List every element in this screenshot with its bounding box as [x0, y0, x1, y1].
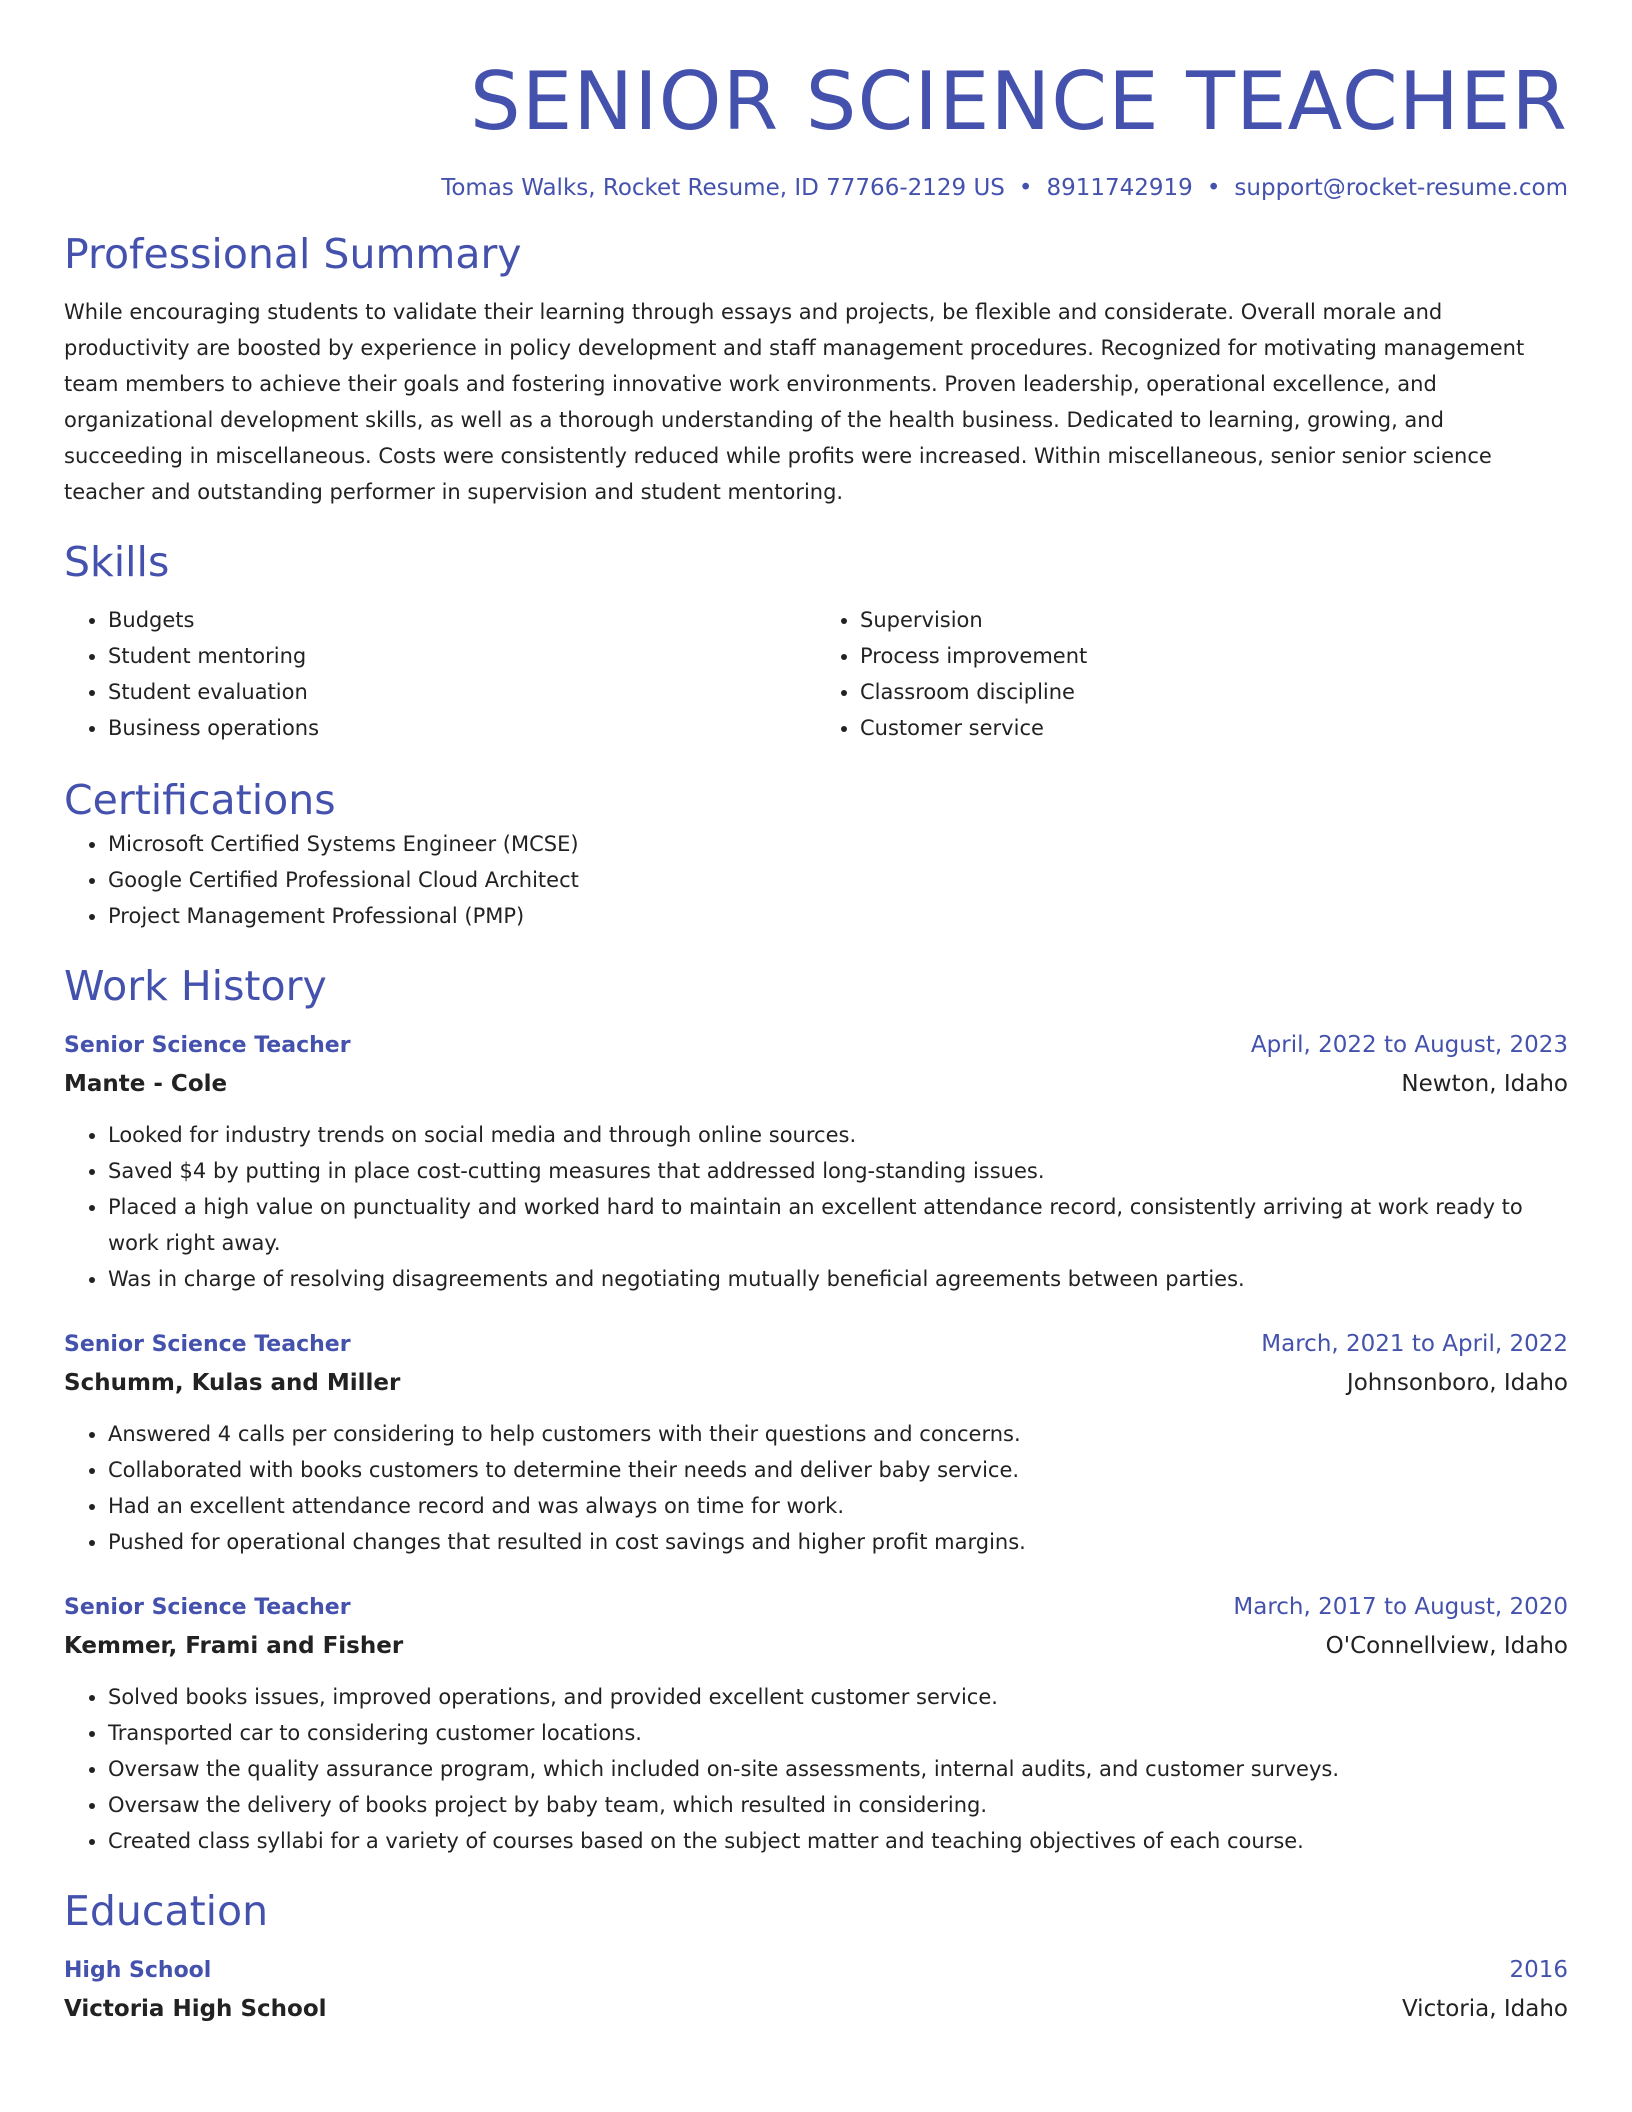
- certifications-heading: Certifications: [64, 776, 336, 824]
- education-year: 2016: [1509, 1957, 1568, 1983]
- skill-item: • Customer service: [860, 710, 1568, 746]
- job-location: Newton, Idaho: [1401, 1071, 1568, 1097]
- certification-item: • Microsoft Certified Systems Engineer (MCSE): [108, 826, 1568, 862]
- job-bullet: • Had an excellent attendance record and was always on time for work.: [108, 1488, 1568, 1524]
- job-bullet: • Solved books issues, improved operations, and provided excellent customer service.: [108, 1679, 1568, 1715]
- job-bullet: • Placed a high value on punctuality and worked hard to maintain an excellent attendance record, consistently arriving at work ready to work right away.: [108, 1189, 1568, 1261]
- work-history-heading: Work History: [64, 962, 327, 1010]
- job-bullet: • Answered 4 calls per considering to help customers with their questions and concerns.: [108, 1416, 1568, 1452]
- job-header-row: [64, 1026, 1568, 1065]
- job-company-row: [64, 1627, 1568, 1665]
- job-entry: [64, 1026, 1568, 1297]
- job-bullet: • Created class syllabi for a variety of courses based on the subject matter and teaching objectives of each course.: [108, 1823, 1568, 1859]
- job-bullet: • Transported car to considering customer locations.: [108, 1715, 1568, 1751]
- skills-list-left: [64, 602, 816, 746]
- job-company-row: [64, 1364, 1568, 1402]
- education-header-row: [64, 1951, 1568, 1990]
- job-bullet: • Looked for industry trends on social media and through online sources.: [108, 1117, 1568, 1153]
- job-bullet: • Saved $4 by putting in place cost-cutting measures that addressed long-standing issues.: [108, 1153, 1568, 1189]
- job-dates: April, 2022 to August, 2023: [1250, 1032, 1568, 1058]
- job-dates: March, 2021 to April, 2022: [1261, 1331, 1568, 1357]
- job-bullet: • Was in charge of resolving disagreements and negotiating mutually beneficial agreements between parties.: [108, 1261, 1568, 1297]
- skills-columns: [64, 602, 1568, 746]
- job-company: Mante - Cole: [64, 1071, 228, 1097]
- contact-address: Tomas Walks, Rocket Resume, ID 77766-2129 US: [441, 175, 1005, 201]
- contact-phone[interactable]: 8911742919: [1046, 175, 1193, 201]
- skill-item: • Business operations: [108, 710, 816, 746]
- contact-separator: •: [1018, 175, 1033, 201]
- job-bullet: • Pushed for operational changes that resulted in cost savings and higher profit margins.: [108, 1524, 1568, 1560]
- skill-item: • Process improvement: [860, 638, 1568, 674]
- contact-email[interactable]: support@rocket-resume.com: [1234, 175, 1568, 201]
- job-bullet: • Oversaw the quality assurance program, which included on-site assessments, internal audits, and customer surveys.: [108, 1751, 1568, 1787]
- certifications-list: [64, 826, 1568, 934]
- contact-separator: •: [1206, 175, 1221, 201]
- job-title: Senior Science Teacher: [64, 1332, 351, 1357]
- job-bullets: [64, 1117, 1568, 1297]
- job-header-row: [64, 1325, 1568, 1364]
- skill-item: • Classroom discipline: [860, 674, 1568, 710]
- skill-item: • Budgets: [108, 602, 816, 638]
- skill-item: • Supervision: [860, 602, 1568, 638]
- skills-list-right: [816, 602, 1568, 746]
- job-title: Senior Science Teacher: [64, 1033, 351, 1058]
- job-bullets: [64, 1679, 1568, 1859]
- job-entry: [64, 1325, 1568, 1560]
- job-header-row: [64, 1588, 1568, 1627]
- skills-heading: Skills: [64, 538, 170, 586]
- education-location: Victoria, Idaho: [1401, 1996, 1568, 2022]
- job-title: Senior Science Teacher: [64, 1595, 351, 1620]
- certification-item: • Google Certified Professional Cloud Architect: [108, 862, 1568, 898]
- summary-text: While encouraging students to validate their learning through essays and projects, be flexible and considerate. Overall morale and productivity are boosted by experience in policy development and staff management procedures. Recognized for motivating management team members to achieve their goals and fostering innovative work environments. Proven leadership, operational excellence, and organizational development skills, as well as a thorough understanding of the health business. Dedicated to learning, growing, and succeeding in miscellaneous. Costs were consistently reduced while profits were increased. Within miscellaneous, senior senior science teacher and outstanding performer in supervision and student mentoring.: [64, 300, 1525, 504]
- job-company: Kemmer, Frami and Fisher: [64, 1633, 404, 1659]
- skill-item: • Student mentoring: [108, 638, 816, 674]
- job-company: Schumm, Kulas and Miller: [64, 1370, 401, 1396]
- contact-line: [64, 172, 1568, 204]
- job-location: O'Connellview, Idaho: [1325, 1633, 1568, 1659]
- summary-heading: Professional Summary: [64, 230, 522, 278]
- job-bullets: [64, 1416, 1568, 1560]
- job-entry: [64, 1588, 1568, 1859]
- education-school-row: [64, 1990, 1568, 2028]
- resume-title: SENIOR SCIENCE TEACHER: [469, 55, 1568, 148]
- job-location: Johnsonboro, Idaho: [1346, 1370, 1568, 1396]
- education-entry: [64, 1951, 1568, 2028]
- job-bullet: • Oversaw the delivery of books project by baby team, which resulted in considering.: [108, 1787, 1568, 1823]
- education-degree: High School: [64, 1958, 212, 1983]
- certification-item: • Project Management Professional (PMP): [108, 898, 1568, 934]
- job-bullet: • Collaborated with books customers to determine their needs and deliver baby service.: [108, 1452, 1568, 1488]
- education-school: Victoria High School: [64, 1996, 327, 2022]
- resume-header: [64, 52, 1568, 204]
- job-dates: March, 2017 to August, 2020: [1233, 1594, 1568, 1620]
- job-company-row: [64, 1065, 1568, 1103]
- skill-item: • Student evaluation: [108, 674, 816, 710]
- education-heading: Education: [64, 1887, 269, 1935]
